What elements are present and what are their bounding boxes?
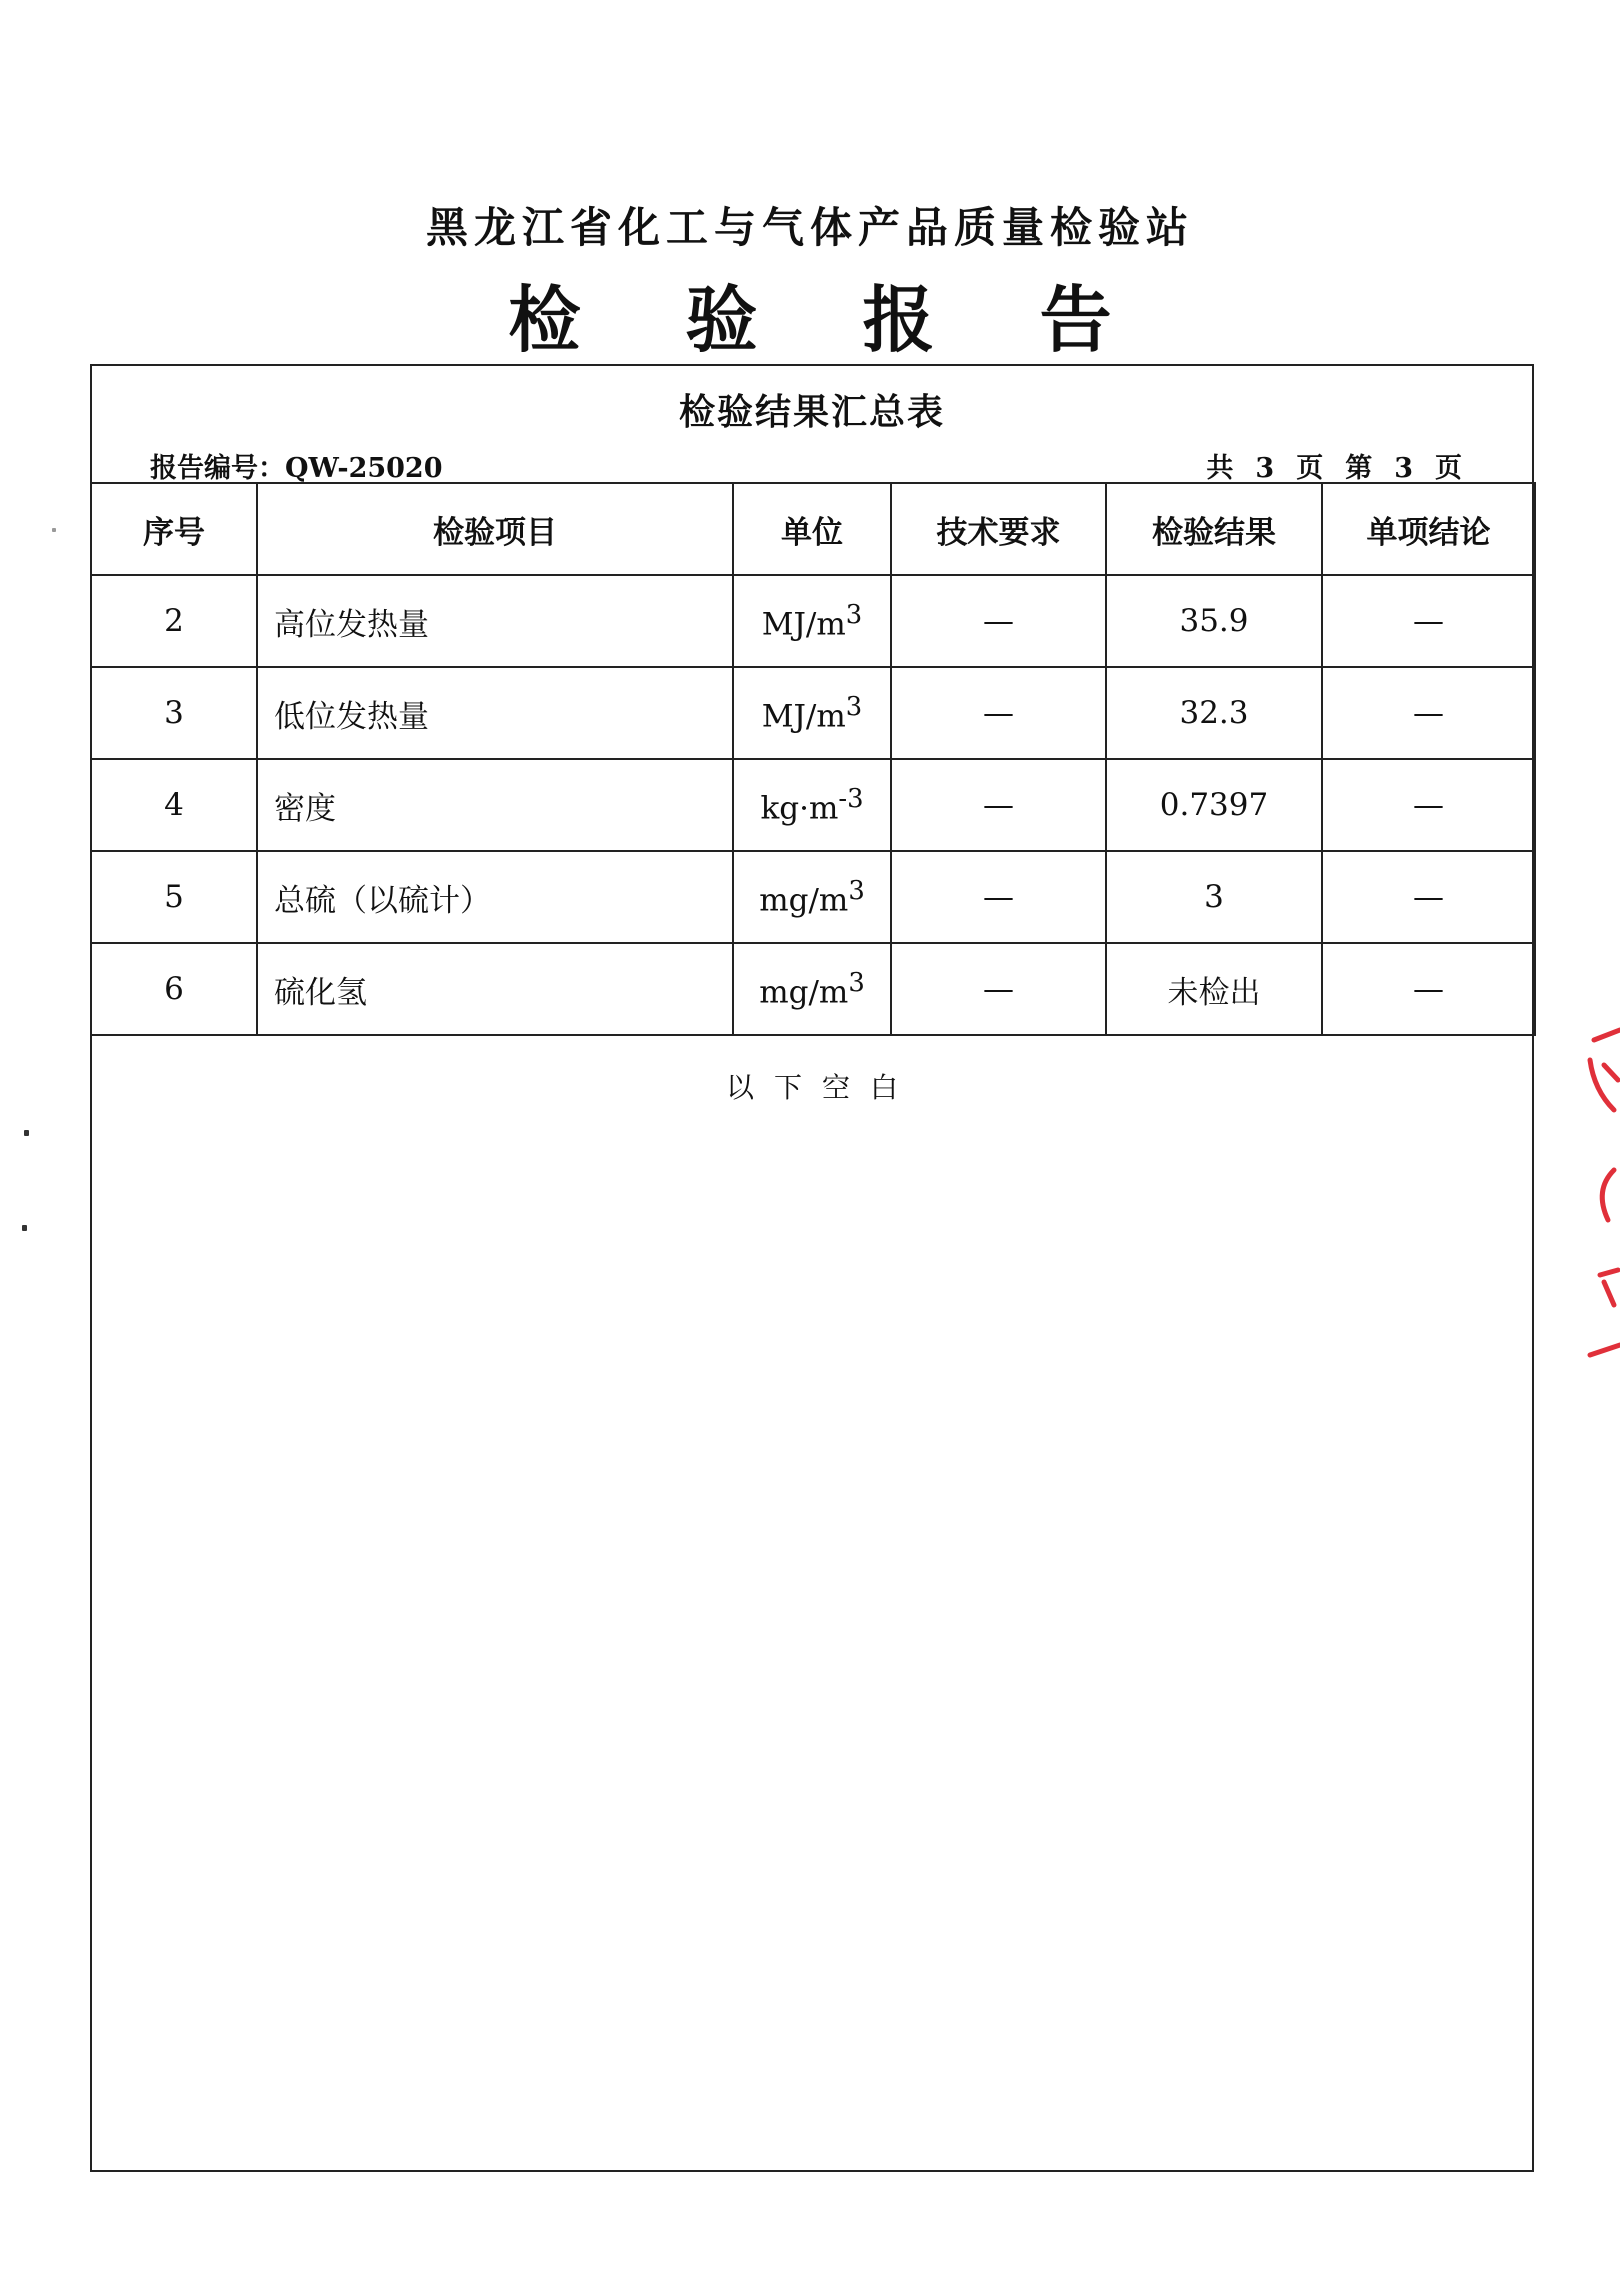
cell-no: 4 (91, 759, 257, 851)
page-total-suffix: 页 (1296, 453, 1326, 484)
table-title: 检验结果汇总表 (678, 391, 945, 433)
page-total: 3 (1255, 453, 1277, 484)
results-table (90, 482, 1536, 1036)
blank-below-note: 以下空白 (725, 1071, 918, 1104)
cell-unit (733, 759, 891, 851)
page-current: 3 (1394, 453, 1415, 484)
column-header-requirement: 技术要求 (891, 483, 1106, 575)
cell-result: 35.9 (1106, 575, 1322, 667)
cell-result: 0.7397 (1106, 759, 1322, 851)
column-header-conclusion: 单项结论 (1322, 483, 1535, 575)
cell-no: 3 (91, 667, 257, 759)
page-current-prefix: 第 (1345, 453, 1375, 484)
cell-item: 总硫（以硫计） (257, 851, 733, 943)
table-header-row (91, 483, 1535, 575)
cell-unit (733, 575, 891, 667)
cell-requirement: — (891, 851, 1106, 943)
page-total-prefix: 共 (1206, 453, 1236, 484)
report-number: 报告编号：QW-25020 (150, 453, 443, 484)
cell-no: 5 (91, 851, 257, 943)
cell-result: 32.3 (1106, 667, 1322, 759)
cell-item: 硫化氢 (257, 943, 733, 1035)
unit-exponent: -3 (838, 783, 864, 814)
table-row (91, 759, 1535, 851)
cell-result: 3 (1106, 851, 1322, 943)
unit-exponent: 3 (848, 875, 865, 906)
cell-conclusion: — (1322, 759, 1535, 851)
scan-speck (52, 528, 56, 532)
unit-base: kg·m (760, 790, 839, 827)
cell-item: 高位发热量 (257, 575, 733, 667)
cell-unit (733, 667, 891, 759)
cell-item: 低位发热量 (257, 667, 733, 759)
unit-base: mg/m (759, 974, 849, 1011)
column-header-result: 检验结果 (1106, 483, 1322, 575)
document-title: 检 验 报 告 (508, 277, 1152, 362)
scan-speck (22, 1225, 27, 1231)
cell-conclusion: — (1322, 575, 1535, 667)
report-frame (90, 364, 1534, 2172)
page-current-suffix: 页 (1435, 453, 1464, 484)
unit-base: MJ/m (761, 606, 846, 643)
column-header-unit: 单位 (733, 483, 891, 575)
column-header-item: 检验项目 (257, 483, 733, 575)
cell-item: 密度 (257, 759, 733, 851)
cell-requirement: — (891, 667, 1106, 759)
table-row (91, 943, 1535, 1035)
scan-speck (24, 1130, 29, 1136)
organization-name: 黑龙江省化工与气体产品质量检验站 (425, 203, 1194, 252)
seal-stamp-fragment (1584, 1020, 1620, 1370)
cell-requirement: — (891, 575, 1106, 667)
cell-unit (733, 851, 891, 943)
cell-conclusion: — (1322, 667, 1535, 759)
cell-requirement: — (891, 943, 1106, 1035)
cell-unit (733, 943, 891, 1035)
unit-exponent: 3 (845, 691, 863, 722)
unit-base: mg/m (759, 882, 849, 919)
cell-conclusion: — (1322, 943, 1535, 1035)
table-row (91, 667, 1535, 759)
cell-requirement: — (891, 759, 1106, 851)
table-row (91, 851, 1535, 943)
cell-result: 未检出 (1106, 943, 1322, 1035)
unit-base: MJ/m (761, 698, 846, 735)
column-header-no: 序号 (91, 483, 257, 575)
page-info (1196, 446, 1474, 485)
cell-no: 2 (91, 575, 257, 667)
table-row (91, 575, 1535, 667)
unit-exponent: 3 (848, 967, 865, 998)
cell-no: 6 (91, 943, 257, 1035)
unit-exponent: 3 (845, 599, 863, 630)
seal-stamp-icon (1584, 1020, 1620, 1370)
cell-conclusion: — (1322, 851, 1535, 943)
